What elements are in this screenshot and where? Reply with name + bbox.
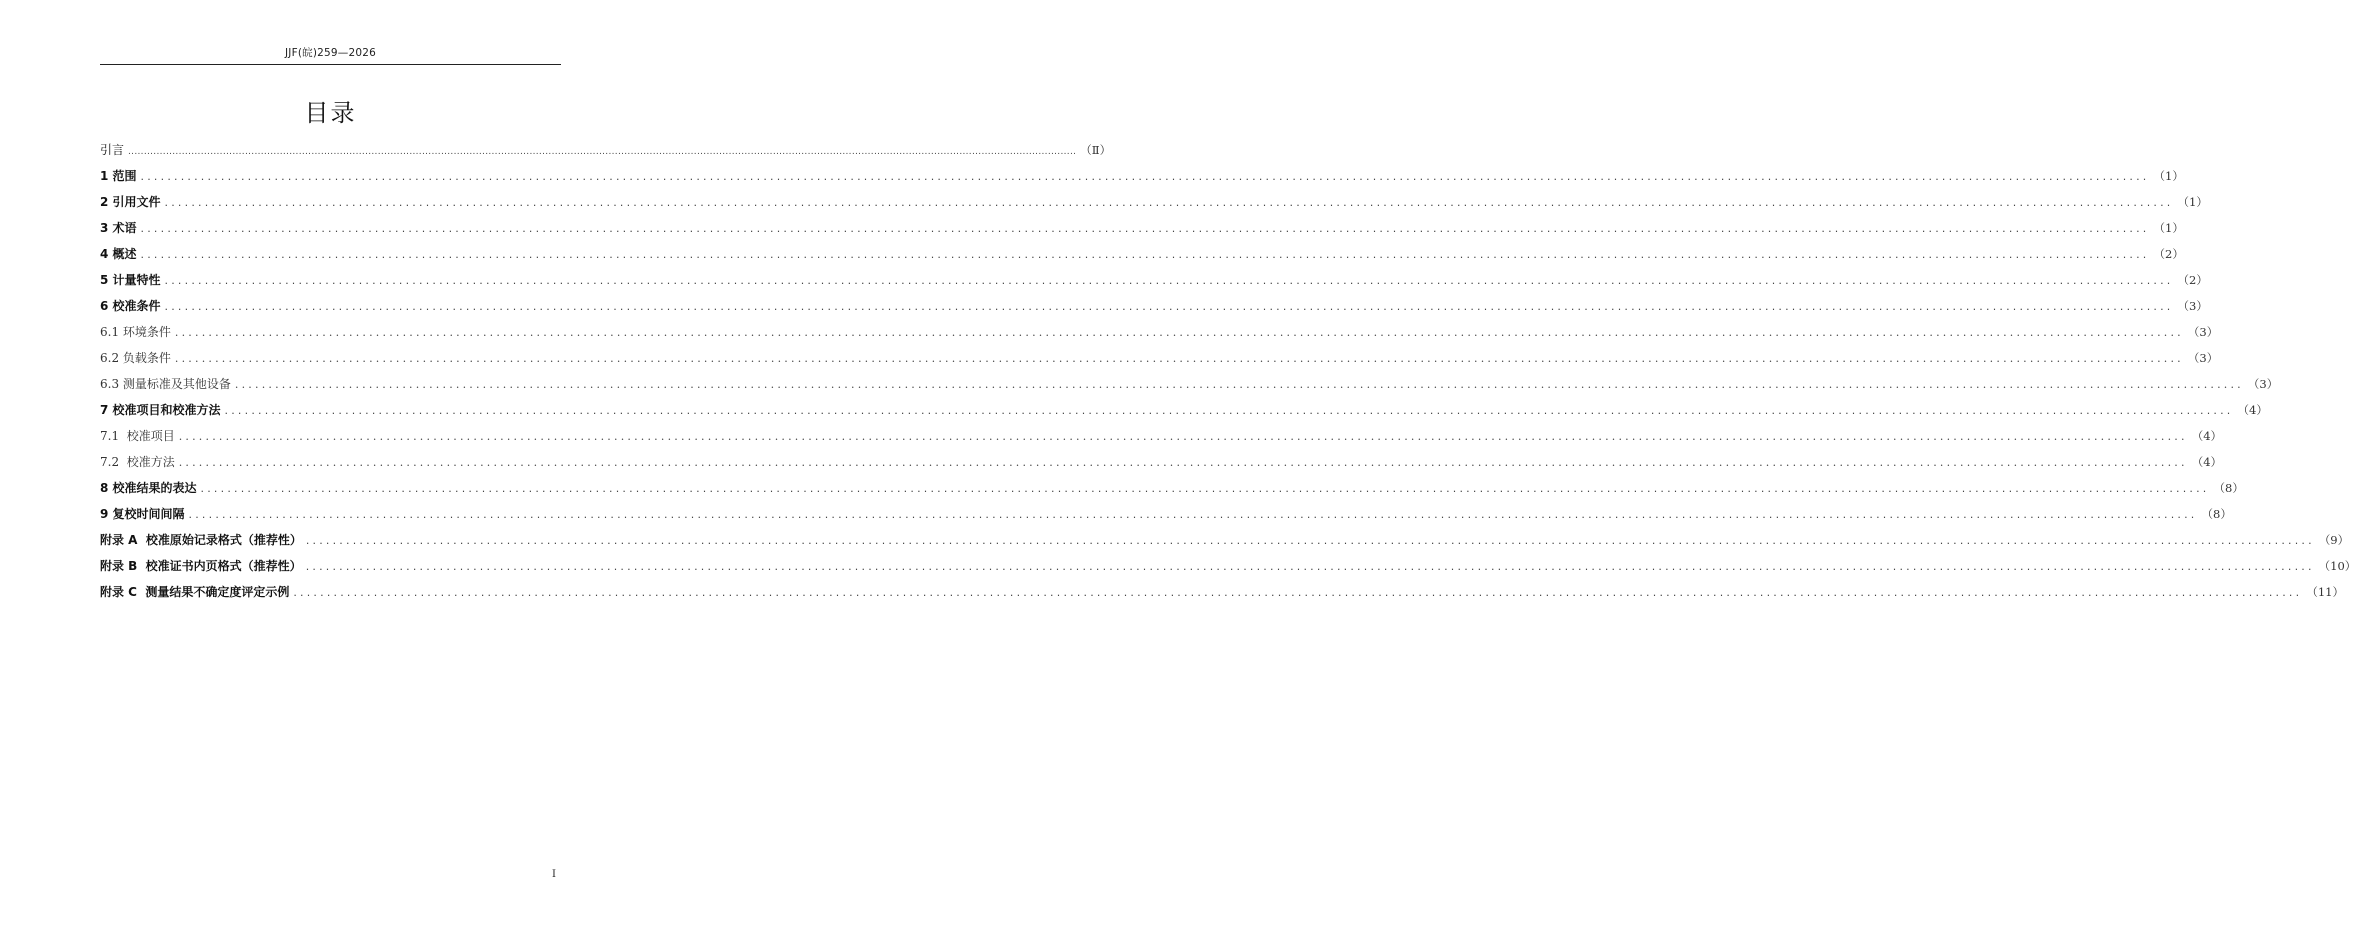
- toc-entry-page: （8）: [2213, 481, 2244, 495]
- dot-leader: ............................................................................................................................................................................................................................................................................................................: [128, 147, 1077, 157]
- dot-leader: ............................................................................................................................................................................................................................................................................................................: [164, 300, 2174, 313]
- dot-leader: ............................................................................................................................................................................................................................................................................................................: [293, 586, 2303, 599]
- toc-entry[interactable]: [100, 449, 2223, 475]
- toc-entry-page: （4）: [2191, 429, 2223, 443]
- toc-entry-label: 附录 C 测量结果不确定度评定示例: [100, 585, 290, 599]
- toc-entry[interactable]: [100, 527, 2350, 553]
- toc-entry-label: 6 校准条件: [100, 299, 161, 313]
- page-number: I: [552, 869, 556, 880]
- toc-entry[interactable]: [100, 241, 2184, 267]
- dot-leader: ............................................................................................................................................................................................................................................................................................................: [305, 534, 2315, 547]
- toc-entry-page: （11）: [2306, 585, 2344, 599]
- dot-leader: ............................................................................................................................................................................................................................................................................................................: [178, 456, 2188, 469]
- toc-entry-page: （1）: [2153, 221, 2184, 235]
- dot-leader: ............................................................................................................................................................................................................................................................................................................: [224, 404, 2234, 417]
- toc-entry-label: 4 概述: [100, 247, 137, 261]
- dot-leader: ............................................................................................................................................................................................................................................................................................................: [164, 274, 2174, 287]
- toc-entry-page: （4）: [2237, 403, 2268, 417]
- toc-entry-label: 引言: [100, 143, 125, 157]
- toc-entry-page: （3）: [2187, 325, 2219, 339]
- toc-entry[interactable]: [100, 215, 2184, 241]
- dot-leader: ............................................................................................................................................................................................................................................................................................................: [200, 482, 2210, 495]
- toc-entry-page: （8）: [2201, 507, 2232, 521]
- toc-entry-page: （3）: [2187, 351, 2219, 365]
- toc-entry[interactable]: [100, 371, 2279, 397]
- toc-entry-page: （10）: [2318, 559, 2356, 573]
- dot-leader: ............................................................................................................................................................................................................................................................................................................: [174, 326, 2184, 339]
- toc-entry-page: （Ⅱ）: [1080, 143, 1112, 157]
- toc-entry-page: （3）: [2177, 299, 2208, 313]
- document-code-header: JJF(皖)259—2026: [285, 47, 376, 59]
- toc-entry-label: 7 校准项目和校准方法: [100, 403, 221, 417]
- toc-entry-label: 3 术语: [100, 221, 137, 235]
- toc-entry[interactable]: [100, 579, 2344, 605]
- toc-entry-label: 6.3 测量标准及其他设备: [100, 377, 231, 391]
- toc-entry-page: （2）: [2177, 273, 2208, 287]
- toc-entry-label: 2 引用文件: [100, 195, 161, 209]
- dot-leader: ............................................................................................................................................................................................................................................................................................................: [234, 378, 2244, 391]
- toc-entry-label: 5 计量特性: [100, 273, 161, 287]
- toc-entry-label: 7.2 校准方法: [100, 455, 175, 469]
- toc-entry-page: （9）: [2318, 533, 2350, 547]
- toc-entry-label: 6.1 环境条件: [100, 325, 171, 339]
- toc-entry-label: 附录 B 校准证书内页格式（推荐性）: [100, 559, 302, 573]
- toc-entry[interactable]: [100, 319, 2219, 345]
- dot-leader: ............................................................................................................................................................................................................................................................................................................: [140, 170, 2150, 183]
- dot-leader: ............................................................................................................................................................................................................................................................................................................: [140, 222, 2150, 235]
- toc-entry[interactable]: [100, 475, 2244, 501]
- toc-entry-label: 9 复校时间间隔: [100, 507, 185, 521]
- toc-entry[interactable]: [100, 397, 2268, 423]
- toc-entry-page: （1）: [2153, 169, 2184, 183]
- toc-entry[interactable]: [100, 553, 2356, 579]
- toc-entry[interactable]: [100, 267, 2208, 293]
- toc-entry[interactable]: [100, 501, 2232, 527]
- toc-entry-label: 6.2 负载条件: [100, 351, 171, 365]
- dot-leader: ............................................................................................................................................................................................................................................................................................................: [188, 508, 2198, 521]
- toc-entry-label: 附录 A 校准原始记录格式（推荐性）: [100, 533, 302, 547]
- dot-leader: ............................................................................................................................................................................................................................................................................................................: [305, 560, 2315, 573]
- toc-entry[interactable]: [100, 423, 2223, 449]
- toc-entry-page: （1）: [2177, 195, 2208, 209]
- dot-leader: ............................................................................................................................................................................................................................................................................................................: [174, 352, 2184, 365]
- toc-entry-page: （3）: [2247, 377, 2279, 391]
- table-of-contents: [100, 137, 2356, 605]
- toc-entry[interactable]: [100, 189, 2208, 215]
- page-title: 目录: [304, 99, 357, 127]
- toc-entry-label: 7.1 校准项目: [100, 429, 175, 443]
- dot-leader: ............................................................................................................................................................................................................................................................................................................: [178, 430, 2188, 443]
- dot-leader: ............................................................................................................................................................................................................................................................................................................: [140, 248, 2150, 261]
- toc-entry[interactable]: [100, 137, 1112, 163]
- toc-entry[interactable]: [100, 345, 2219, 371]
- toc-entry-label: 8 校准结果的表达: [100, 481, 197, 495]
- toc-entry[interactable]: [100, 293, 2208, 319]
- toc-entry[interactable]: [100, 163, 2184, 189]
- toc-entry-label: 1 范围: [100, 169, 137, 183]
- toc-entry-page: （4）: [2191, 455, 2223, 469]
- dot-leader: ............................................................................................................................................................................................................................................................................................................: [164, 196, 2174, 209]
- toc-entry-page: （2）: [2153, 247, 2184, 261]
- header-divider: [100, 64, 561, 65]
